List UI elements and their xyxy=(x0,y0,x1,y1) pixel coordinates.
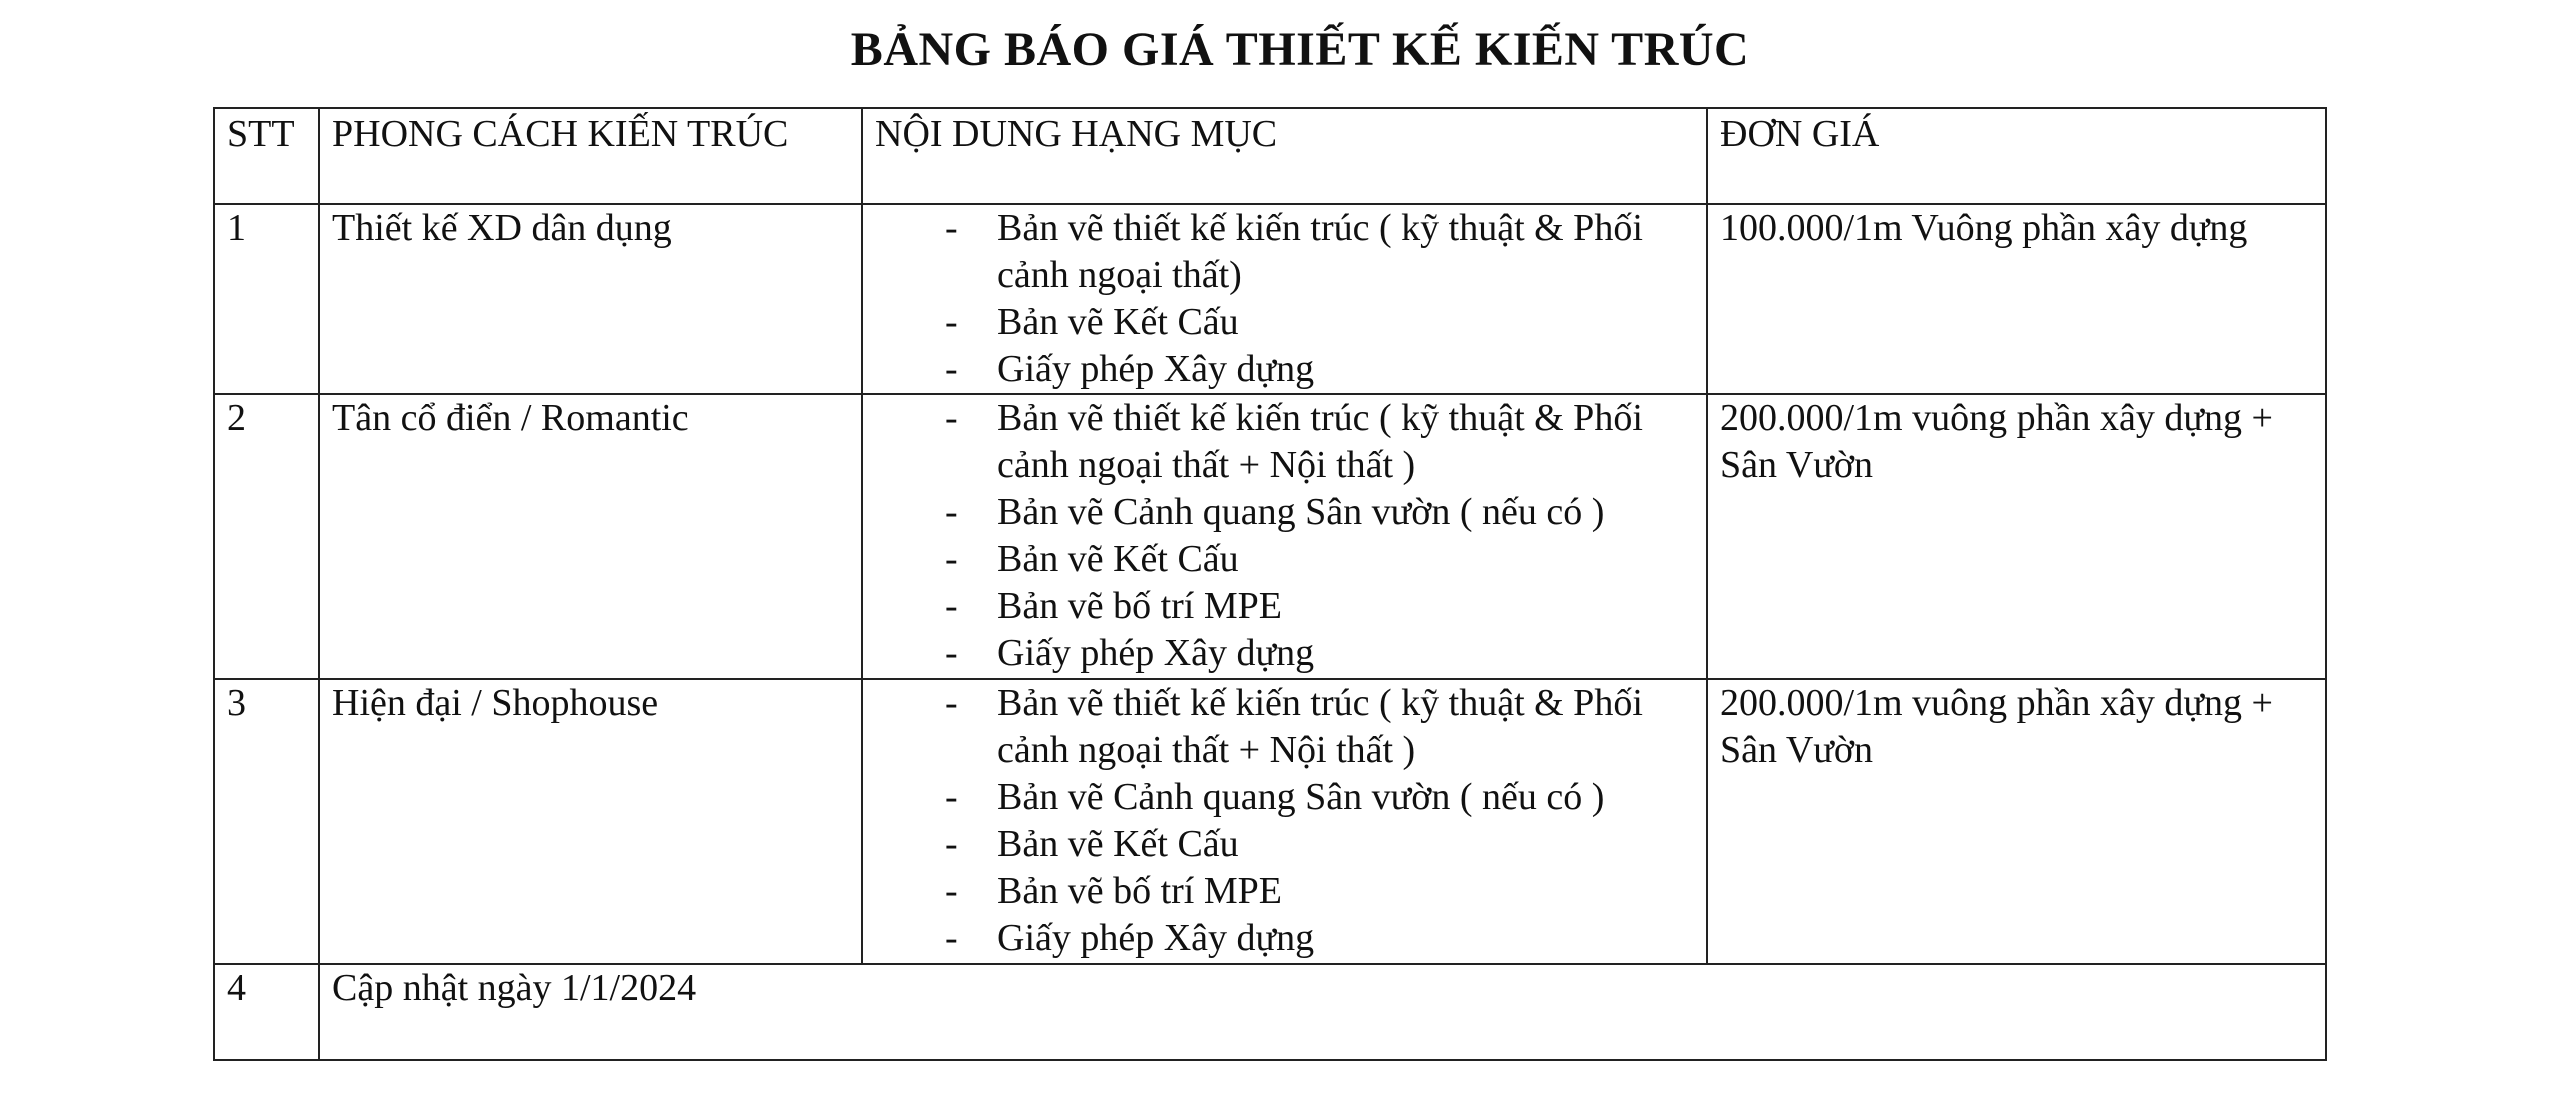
list-item: - Giấy phép Xây dựng xyxy=(945,630,1694,677)
page-title: BẢNG BÁO GIÁ THIẾT KẾ KIẾN TRÚC xyxy=(850,23,1750,76)
header-price: ĐƠN GIÁ xyxy=(1707,108,2326,204)
list-item: - Bản vẽ bố trí MPE xyxy=(945,583,1694,630)
table-row xyxy=(214,964,2326,1060)
list-item: - Bản vẽ bố trí MPE xyxy=(945,868,1694,915)
list-item: - Giấy phép Xây dựng xyxy=(945,346,1694,393)
row-stt: 2 xyxy=(214,394,319,679)
list-item: - Bản vẽ Kết Cấu xyxy=(945,821,1694,868)
row-style: Hiện đại / Shophouse xyxy=(319,679,862,964)
item-list xyxy=(875,680,1694,962)
list-item: - Bản vẽ thiết kế kiến trúc ( kỹ thuật & Phối cảnh ngoại thất + Nội thất ) xyxy=(945,395,1694,489)
row-stt: 4 xyxy=(214,964,319,1060)
row-price: 100.000/1m Vuông phần xây dựng xyxy=(1707,204,2326,394)
list-item: - Bản vẽ Cảnh quang Sân vườn ( nếu có ) xyxy=(945,489,1694,536)
row-stt: 1 xyxy=(214,204,319,394)
update-note: Cập nhật ngày 1/1/2024 xyxy=(319,964,2326,1060)
list-item: - Bản vẽ thiết kế kiến trúc ( kỹ thuật & Phối cảnh ngoại thất) xyxy=(945,205,1694,299)
item-list xyxy=(875,205,1694,393)
row-content xyxy=(862,679,1707,964)
item-list xyxy=(875,395,1694,677)
table-row xyxy=(214,394,2326,679)
row-style: Thiết kế XD dân dụng xyxy=(319,204,862,394)
table-row xyxy=(214,679,2326,964)
header-content: NỘI DUNG HẠNG MỤC xyxy=(862,108,1707,204)
list-item: - Giấy phép Xây dựng xyxy=(945,915,1694,962)
list-item: - Bản vẽ Kết Cấu xyxy=(945,299,1694,346)
list-item: - Bản vẽ Kết Cấu xyxy=(945,536,1694,583)
list-item: - Bản vẽ thiết kế kiến trúc ( kỹ thuật & Phối cảnh ngoại thất + Nội thất ) xyxy=(945,680,1694,774)
row-price: 200.000/1m vuông phần xây dựng + Sân Vườn xyxy=(1707,394,2326,679)
row-content xyxy=(862,204,1707,394)
row-style: Tân cổ điển / Romantic xyxy=(319,394,862,679)
table-header-row xyxy=(214,108,2326,204)
table-row xyxy=(214,204,2326,394)
header-style: PHONG CÁCH KIẾN TRÚC xyxy=(319,108,862,204)
list-item: - Bản vẽ Cảnh quang Sân vườn ( nếu có ) xyxy=(945,774,1694,821)
row-content xyxy=(862,394,1707,679)
price-table xyxy=(213,107,2327,1061)
row-stt: 3 xyxy=(214,679,319,964)
row-price: 200.000/1m vuông phần xây dựng + Sân Vườn xyxy=(1707,679,2326,964)
header-stt: STT xyxy=(214,108,319,204)
